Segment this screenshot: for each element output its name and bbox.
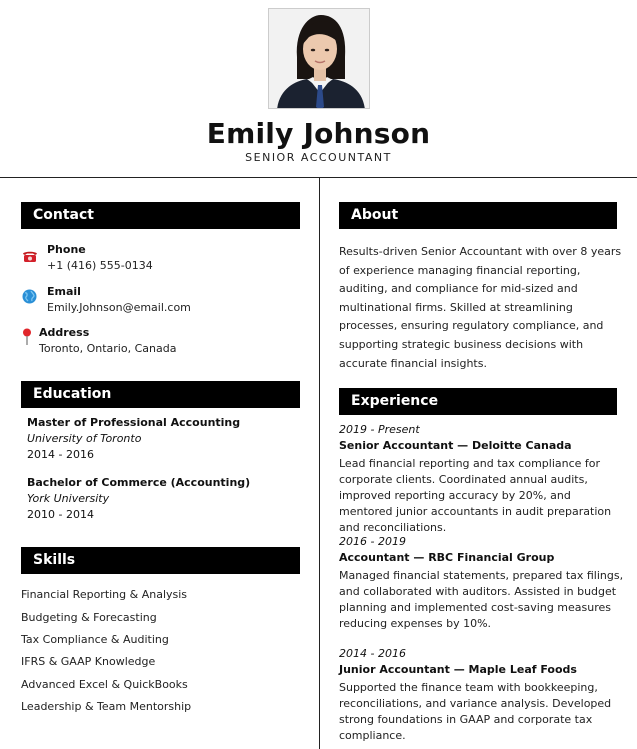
experience-item bbox=[339, 534, 624, 632]
experience-heading: Experience bbox=[339, 388, 617, 415]
about-text: Results-driven Senior Accountant with over 8 years of experience managing financial reporting, auditing, and compliance for mid-sized and multinational firms. Skilled at streamlining processes, ensuring regulatory compliance, and supporting strategic business decisions with accurate financial insights. bbox=[339, 245, 622, 370]
telephone-icon bbox=[21, 248, 39, 267]
role: Accountant — RBC Financial Group bbox=[339, 551, 555, 564]
school: University of Toronto bbox=[27, 432, 142, 445]
skill-item: Leadership & Team Mentorship bbox=[21, 700, 192, 713]
experience-item bbox=[339, 646, 624, 744]
skill-item: Financial Reporting & Analysis bbox=[21, 588, 188, 601]
degree: Master of Professional Accounting bbox=[27, 416, 241, 429]
skill-item: Advanced Excel & QuickBooks bbox=[21, 678, 188, 691]
contact-email bbox=[47, 284, 191, 316]
phone-label: Phone bbox=[47, 243, 86, 256]
job-title: SENIOR ACCOUNTANT bbox=[245, 151, 392, 164]
resume-header bbox=[0, 0, 637, 178]
address-label: Address bbox=[39, 326, 90, 339]
phone-value: +1 (416) 555-0134 bbox=[47, 259, 153, 272]
about-heading: About bbox=[339, 202, 617, 229]
email-label: Email bbox=[47, 285, 81, 298]
degree: Bachelor of Commerce (Accounting) bbox=[27, 476, 251, 489]
years: 2010 - 2014 bbox=[27, 508, 94, 521]
column-divider bbox=[319, 178, 320, 749]
education-item bbox=[27, 475, 250, 523]
role: Junior Accountant — Maple Leaf Foods bbox=[339, 663, 577, 676]
description: Supported the finance team with bookkeeping, reconciliations, and variance analysis. Developed strong foundations in GAAP and corporate tax compliance. bbox=[339, 681, 612, 742]
skill-item: Budgeting & Forecasting bbox=[21, 611, 157, 624]
skill-item: IFRS & GAAP Knowledge bbox=[21, 655, 156, 668]
candidate-name: Emily Johnson bbox=[206, 117, 431, 150]
period: 2019 - Present bbox=[339, 423, 420, 436]
contact-heading: Contact bbox=[21, 202, 300, 229]
pushpin-icon bbox=[22, 328, 32, 350]
skills-heading: Skills bbox=[21, 547, 300, 574]
skill-item: Tax Compliance & Auditing bbox=[21, 633, 169, 646]
contact-address bbox=[39, 325, 176, 357]
email-value: Emily.Johnson@email.com bbox=[47, 301, 191, 314]
experience-item bbox=[339, 422, 624, 536]
period: 2016 - 2019 bbox=[339, 535, 406, 548]
period: 2014 - 2016 bbox=[339, 647, 406, 660]
description: Managed financial statements, prepared tax filings, and collaborated with auditors. Assisted in budget planning and implemented cost-saving measures reducing expenses by 10%. bbox=[339, 569, 624, 630]
globe-icon bbox=[22, 289, 37, 308]
education-heading: Education bbox=[21, 381, 300, 408]
description: Lead financial reporting and tax compliance for corporate clients. Coordinated annual audits, improved reporting accuracy by 20%, and mentored junior accountants in audit preparation and reconciliations. bbox=[339, 457, 612, 534]
address-value: Toronto, Ontario, Canada bbox=[39, 342, 177, 355]
role: Senior Accountant — Deloitte Canada bbox=[339, 439, 572, 452]
years: 2014 - 2016 bbox=[27, 448, 94, 461]
school: York University bbox=[27, 492, 110, 505]
contact-phone bbox=[47, 242, 153, 274]
education-item bbox=[27, 415, 240, 463]
profile-photo bbox=[268, 8, 370, 109]
